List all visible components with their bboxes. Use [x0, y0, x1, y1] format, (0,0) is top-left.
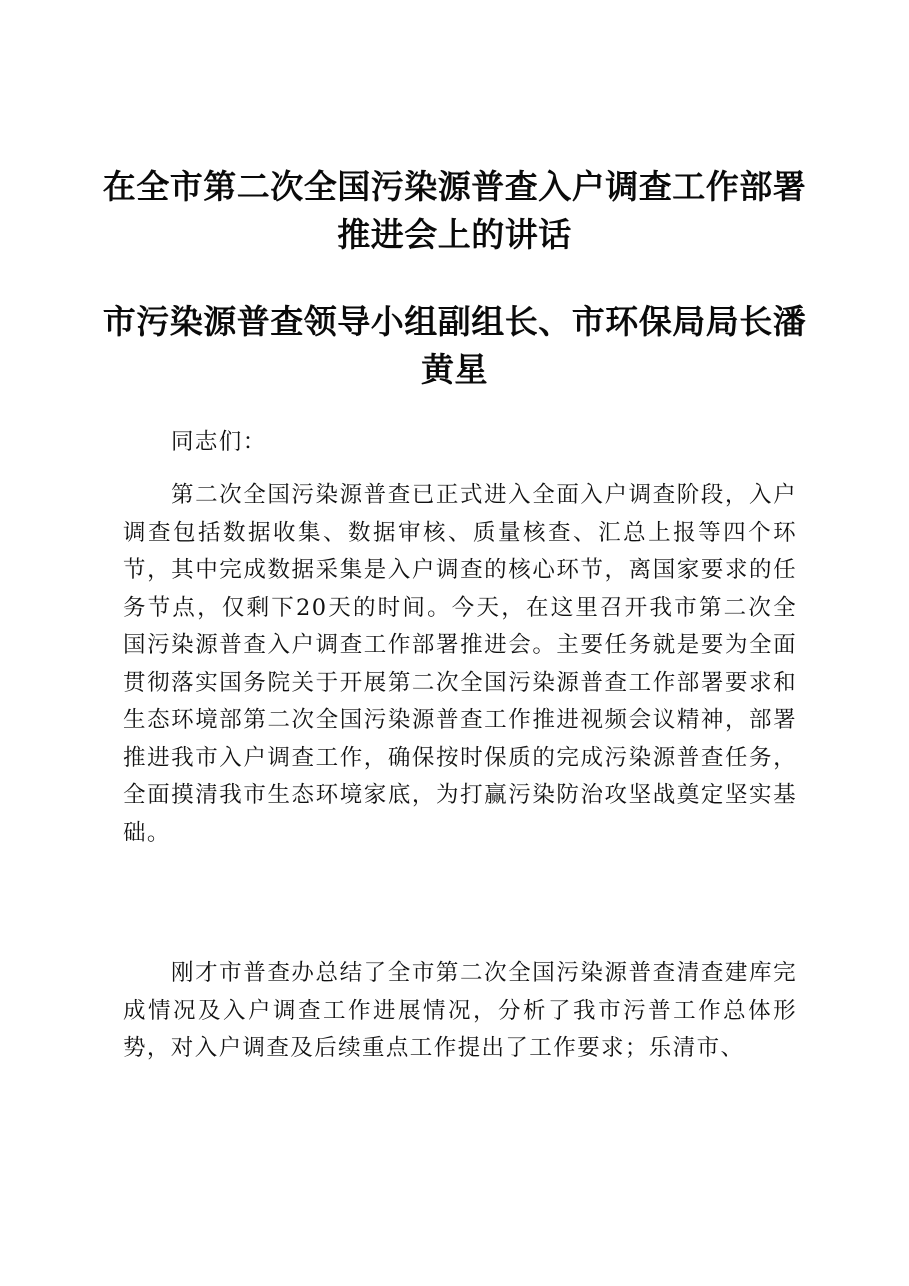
speech-title: 在全市第二次全国污染源普查入户调查工作部署推进会上的讲话	[102, 167, 807, 254]
speaker-title: 市污染源普查领导小组副组长、市环保局局长潘黄星	[102, 302, 807, 389]
greeting-text: 同志们：	[171, 429, 267, 455]
paragraph-2: 刚才市普查办总结了全市第二次全国污染源普查清查建库完成情况及入户调查工作进展情况，分析了我市污普工作总体形势，对入户调查及后续重点工作提出了工作要求；乐清市、	[123, 960, 797, 1061]
paragraph-1: 第二次全国污染源普查已正式进入全面入户调查阶段，入户调查包括数据收集、数据审核、质量核查、汇总上报等四个环节，其中完成数据采集是入户调查的核心环节，离国家要求的任务节点，仅剩下20天的时间。今天，在这里召开我市第二次全国污染源普查入户调查工作部署推进会。主要任务就是要为全面贯彻落实国务院关于开展第二次全国污染源普查工作部署要求和生态环境部第二次全国污染源普查工作推进视频会议精神，部署推进我市入户调查工作，确保按时保质的完成污染源普查任务，全面摸清我市生态环境家底，为打赢污染防治攻坚战奠定坚实基础。	[123, 482, 797, 846]
